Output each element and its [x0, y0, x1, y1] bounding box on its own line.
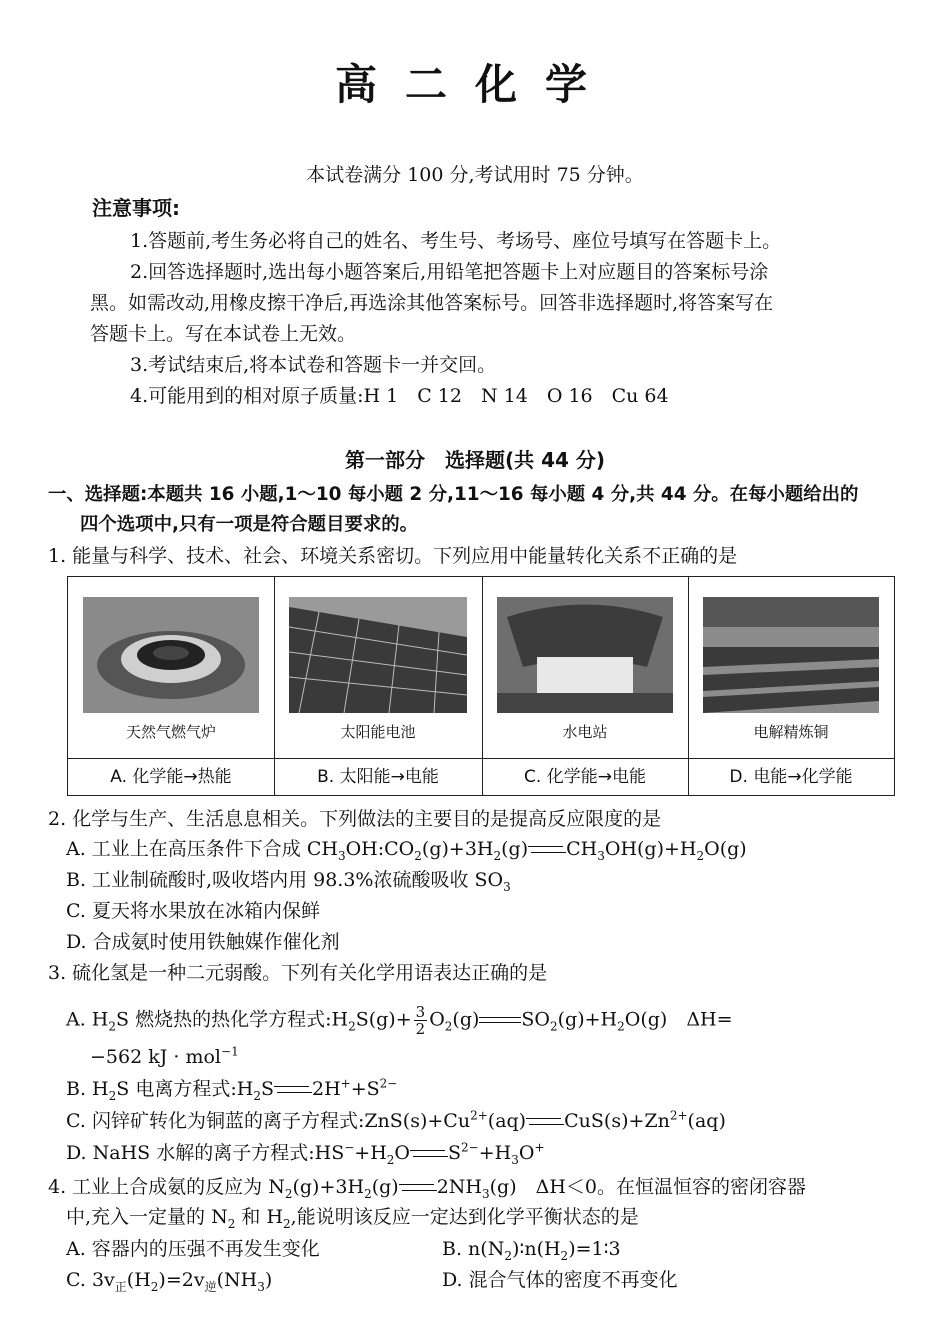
- q2-option-c: C. 夏天将水果放在冰箱内保鲜: [66, 900, 320, 922]
- notice-item-1: 1.答题前,考生务必将自己的姓名、考生号、考场号、座位号填写在答题卡上。: [130, 230, 782, 252]
- notice-item-2-line3: 答题卡上。写在本试卷上无效。: [90, 323, 357, 345]
- q1-option-a: A. 化学能→热能: [68, 759, 275, 796]
- q4-option-a: A. 容器内的压强不再发生变化: [66, 1238, 320, 1260]
- part1-instruction-line1: 一、选择题:本题共 16 小题,1～10 每小题 2 分,11～16 每小题 4 分,共 44 分。在每小题给出的: [48, 484, 859, 505]
- q1-picture-table: [67, 576, 895, 796]
- q1-picture-cell-c: [482, 577, 689, 758]
- q2-option-a: A. 工业上在高压条件下合成 $CH_3OH:CO_2(g)+3H_2(g)$ $CH_3OH(g)+H_2O(g)$: [66, 838, 747, 863]
- q1-picture-cell-a: [68, 577, 275, 758]
- q4-option-c: C. $3v_正(H_2)=2v_逆(NH_3)$: [66, 1269, 273, 1294]
- notice-heading: 注意事项:: [92, 196, 180, 220]
- solar-panel-photo: [289, 597, 467, 713]
- q1-option-b: B. 太阳能→电能: [274, 759, 483, 796]
- q3-option-a: A. $H_2S$ 燃烧热的热化学方程式$:H_2S(g)+$ $\frac{3}{2}$ $O_2(g)$ $SO_2(g)+H_2O(g)$ ΔH=: [66, 1003, 733, 1038]
- notice-item-3: 3.考试结束后,将本试卷和答题卡一并交回。: [130, 354, 497, 376]
- q1-options-row: [68, 758, 894, 796]
- q3-option-a-value: −562 kJ · mol$^{-1}$: [90, 1044, 239, 1068]
- q1-picture-caption-d: 电解精炼铜: [753, 723, 829, 741]
- q3-option-c: C. 闪锌矿转化为铜蓝的离子方程式$:ZnS(s)+Cu^{2+}(aq)$ $CuS(s)+Zn^{2+}(aq)$: [66, 1108, 726, 1132]
- q4-option-b: B. $n(N_2)∶n(H_2)=1∶3$: [442, 1238, 621, 1263]
- q3-stem: 3. 硫化氢是一种二元弱酸。下列有关化学用语表达正确的是: [48, 962, 548, 984]
- q3-option-b: B. $H_2S$ 电离方程式$:H_2S$ $2H^++S^{2-}$: [66, 1076, 398, 1103]
- q1-picture-caption-a: 天然气燃气炉: [125, 723, 216, 741]
- q1-option-c: C. 化学能→电能: [482, 759, 689, 796]
- q1-picture-cell-d: [688, 577, 895, 758]
- exam-info: 本试卷满分 100 分,考试用时 75 分钟。: [306, 164, 644, 186]
- q1-picture-caption-c: 水电站: [562, 723, 608, 741]
- part1-instruction-line2: 四个选项中,只有一项是符合题目要求的。: [80, 514, 419, 535]
- notice-item-2-line1: 2.回答选择题时,选出每小题答案后,用铅笔把答题卡上对应题目的答案标号涂: [130, 261, 769, 283]
- part1-heading: 第一部分 选择题(共 44 分): [344, 448, 606, 472]
- q2-stem: 2. 化学与生产、生活息息相关。下列做法的主要目的是提高反应限度的是: [48, 808, 662, 830]
- q1-option-d: D. 电能→化学能: [729, 767, 853, 787]
- notice-item-4: 4.可能用到的相对原子质量:H 1 C 12 N 14 O 16 Cu 64: [130, 385, 669, 407]
- q4-stem-line1: 4. 工业上合成氨的反应为 $N_2(g)+3H_2(g)$ $2NH_3(g)$ ΔH＜0。在恒温恒容的密闭容器: [48, 1176, 807, 1201]
- page-title: 高二化学: [334, 60, 615, 109]
- hydropower-station-photo: [497, 597, 673, 713]
- q2-option-d: D. 合成氨时使用铁触媒作催化剂: [66, 931, 340, 953]
- q1-picture-caption-b: 太阳能电池: [340, 723, 416, 741]
- gas-stove-photo: [83, 597, 259, 713]
- q2-option-b: B. 工业制硫酸时,吸收塔内用 98.3%浓硫酸吸收 $SO_3$: [66, 869, 511, 894]
- copper-refining-photo: [703, 597, 879, 713]
- q1-picture-cell-b: [274, 577, 483, 758]
- q1-stem: 1. 能量与科学、技术、社会、环境关系密切。下列应用中能量转化关系不正确的是: [48, 545, 738, 567]
- notice-item-2-line2: 黑。如需改动,用橡皮擦干净后,再选涂其他答案标号。回答非选择题时,将答案写在: [90, 292, 774, 314]
- q3-option-d: D. NaHS 水解的离子方程式$:HS^-+H_2O$ $S^{2-}+H_3O^+$: [66, 1140, 545, 1167]
- q4-option-d: D. 混合气体的密度不再变化: [442, 1269, 678, 1291]
- q4-stem-line2: 中,充入一定量的 $N_2$ 和 $H_2$,能说明该反应一定达到化学平衡状态的是: [66, 1206, 639, 1231]
